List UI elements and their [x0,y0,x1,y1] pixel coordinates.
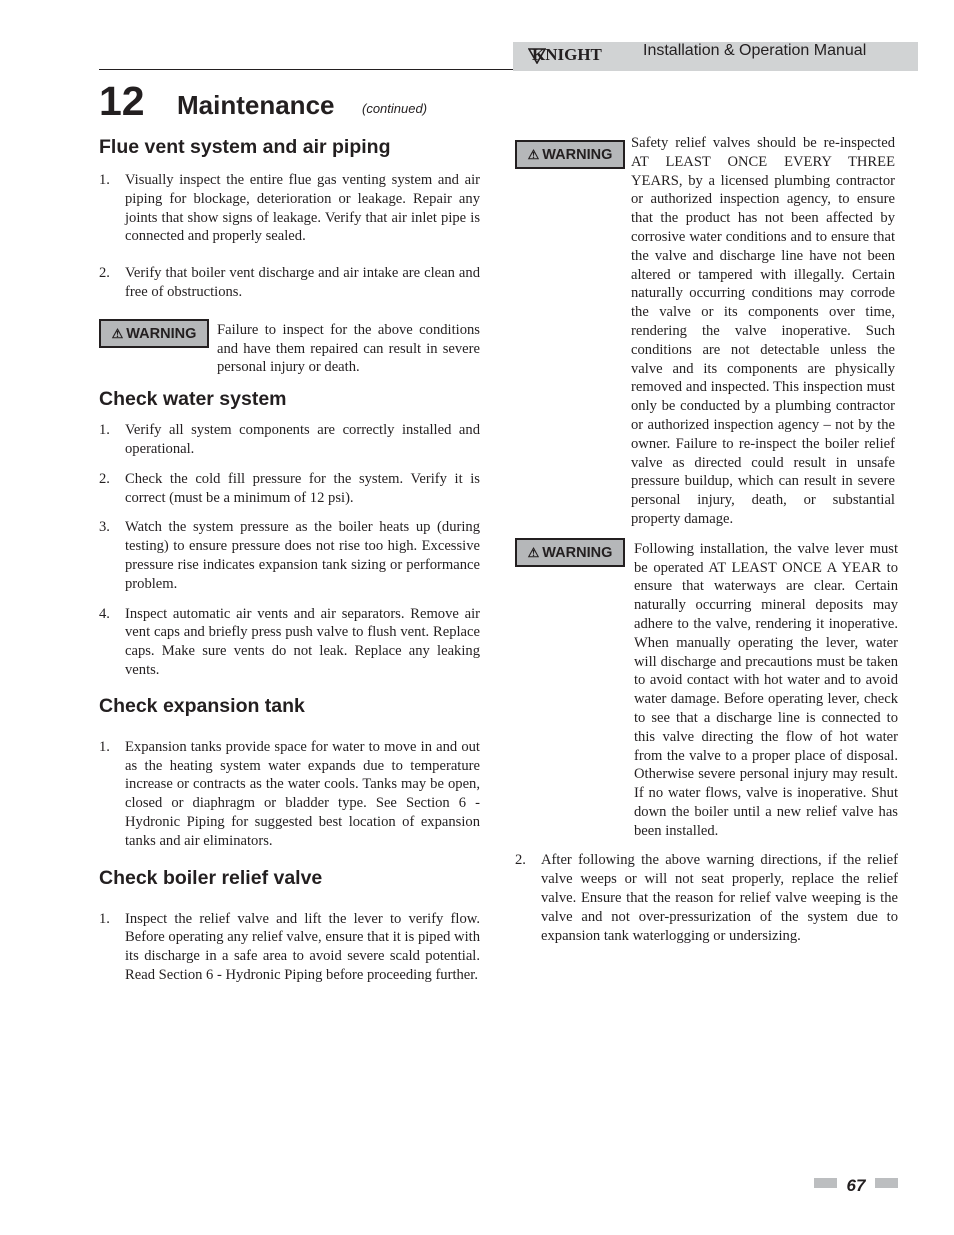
footer-bar-left [814,1178,837,1188]
item-text: Verify that boiler vent discharge and air intake are clean and free of obstructions. [125,265,480,300]
warning-badge [515,140,625,169]
item-number: 4. [99,605,110,622]
item-number: 2. [99,470,110,487]
heading-check-boiler-relief-valve: Check boiler relief valve [99,866,323,889]
item-number: 3. [99,519,110,536]
item-text: Inspect the relief valve and lift the lever to verify flow. Before operating any relief valve, ensure that it is piped with its discharge in a safe area to avoid severe scald potential. Read Section 6 - Hydronic Piping before proceeding further. [125,910,480,983]
warning-relief-inspection [515,134,895,529]
heading-flue-vent: Flue vent system and air piping [99,136,391,158]
warning-relief-lever [515,540,898,841]
heading-check-expansion-tank: Check expansion tank [99,694,305,717]
item-text: After following the above warning directions, if the relief valve weeps or will not seat properly, replace the relief valve. Ensure that the reason for relief valve weeping is the valve and not over-pressurization of the system due to expansion tank waterlogging or undersizing. [541,852,898,944]
warning-triangle-icon: ⚠ [527,544,540,560]
warning-badge [515,538,625,567]
warning-text: Safety relief valves should be re-inspected AT LEAST ONCE EVERY THREE YEARS, by a licensed plumbing contractor or authorized inspection agency, to ensure that the product has not been affected by corrosive water conditions and to ensure that the valve and discharge line have not been altered or tampered with illegally. Certain naturally occurring conditions may corrode the valve or its components over time, rendering the valve inoperative. Such conditions are not detectable unless the valve and its components are physically removed and inspected. This inspection must only be conducted by a plumbing contractor or authorized inspection agency – not by the owner. Failure to re-inspect the boiler relief valve as directed could result in unsafe pressure buildup, which can result in severe personal injury, death, or substantial property damage. [631,135,895,527]
warning-triangle-icon: ⚠ [527,147,540,162]
footer-bar-right [875,1178,898,1188]
item-number: 1. [99,738,110,755]
item-number: 1. [99,422,110,439]
item-text: Verify all system components are correctly installed and operational. [125,422,480,457]
manual-title: Installation & Operation Manual [643,42,867,59]
item-text: Inspect automatic air vents and air separators. Remove air vent caps and briefly press push valve to flush vent. Replace caps. Make sure vents do not leak. Replace any leaking vents. [125,605,480,678]
warning-text: Failure to inspect for the above conditions and have them repaired can result in severe personal injury or death. [217,321,480,376]
list-item [515,851,898,945]
item-text: Visually inspect the entire flue gas venting system and air piping for blockage, deterioration or leakage. Repair any joints that show signs of leakage. Verify that air inlet pipe is connected and properly sealed. [125,172,480,245]
warning-label: WARNING [542,544,613,561]
item-number: 2. [99,265,110,282]
section-title: Maintenance [177,90,335,120]
warning-text: Following installation, the valve lever must be operated AT LEAST ONCE A YEAR to ensure that waterways are clear. Certain naturally occurring mineral deposits may adhere to the valve, rendering it inoperative. When manually operating the lever, water will discharge and precautions must be taken to avoid contact with hot water and to avoid water damage. Before operating lever, check to see that a discharge line is connected to this valve directing the flow of hot water from the valve to a proper place of disposal. Otherwise severe personal injury may result. If no water flows, valve is inoperative. Shut down the boiler until a new relief valve has been installed. [634,540,898,839]
heading-check-water-system: Check water system [99,388,287,411]
page-number: 67 [846,1176,866,1195]
item-text: Expansion tanks provide space for water to move in and out as the heating system water expands due to temperature increase or contracts as the water cools. Tanks may be open, closed or diaphragm or bladder type. See Section 6 - Hydronic Piping for suggested best location of expansion tanks and air eliminators. [125,738,480,849]
item-number: 2. [515,852,526,869]
section-number: 12 [99,78,145,124]
list-item [99,738,480,851]
warning-triangle-icon: ⚠ [111,325,124,341]
item-number: 1. [99,172,110,188]
item-number: 1. [99,910,110,927]
brand-logo [524,44,600,66]
right-column [515,134,898,945]
item-text: Check the cold fill pressure for the system. Verify it is correct (must be a minimum of 12 psi). [125,470,480,506]
logo-text: KNIGHT [532,45,602,64]
item-text: Watch the system pressure as the boiler heats up (during testing) to ensure pressure does not rise too high. Excessive pressure rise indicates expansion tank sizing or performance problem. [125,519,480,592]
section-continued-note: (continued) [362,101,428,116]
warning-label: WARNING [542,147,613,163]
list-item [99,171,480,246]
list-item [99,518,480,593]
warning-badge [99,319,209,348]
list-item [99,910,480,985]
list-item [99,264,480,302]
list-item [99,470,480,508]
warning-label: WARNING [126,325,197,342]
list-item [99,421,480,459]
warning-flue [99,321,480,377]
left-column [99,133,480,985]
list-item [99,605,480,680]
